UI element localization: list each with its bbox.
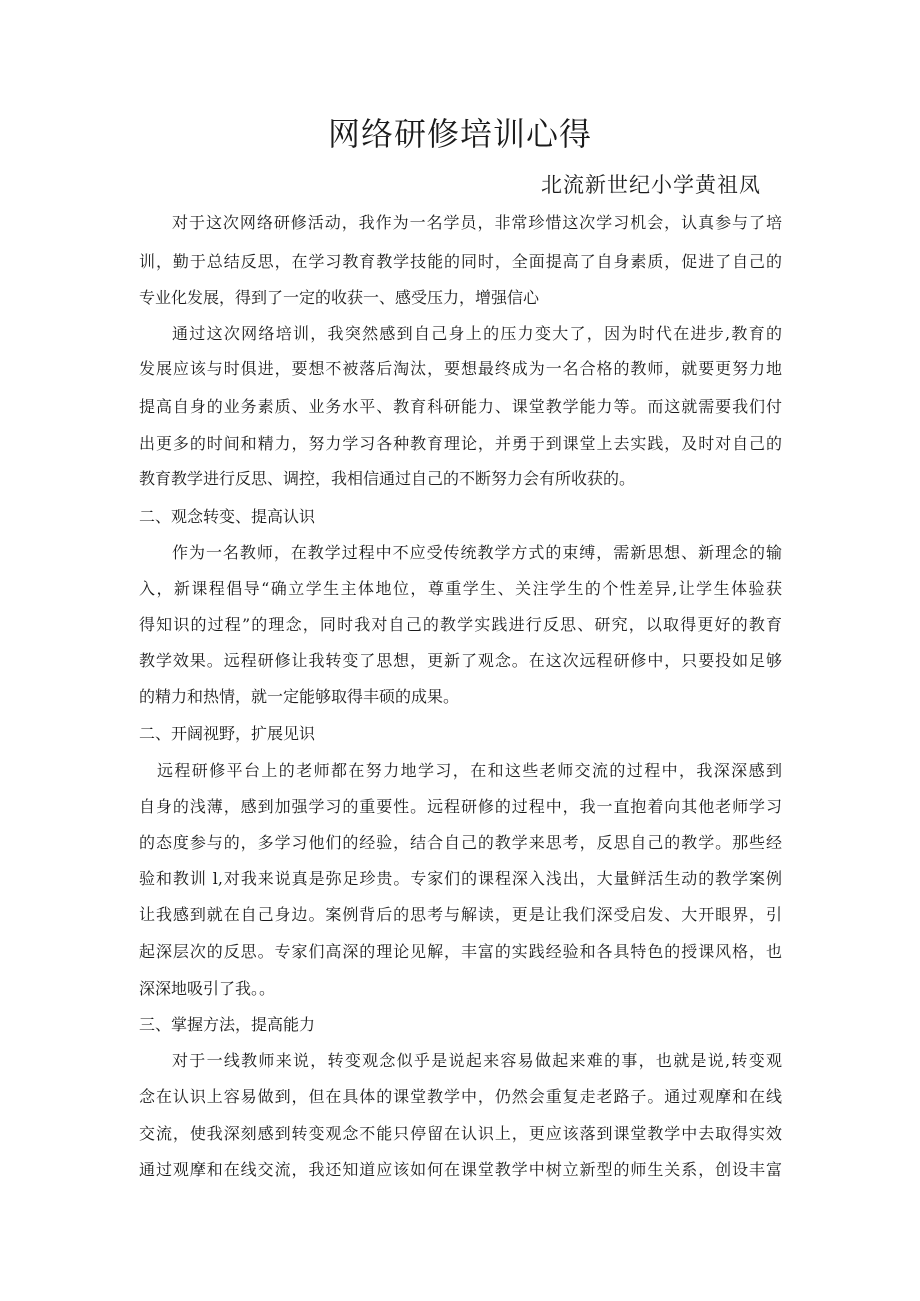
paragraph-line: 通过观摩和在线交流，我还知道应该如何在课堂教学中树立新型的师生关系，创设丰富 <box>139 1160 782 1179</box>
paragraph-line: 让我感到就在自己身边。案例背后的思考与解读，更是让我们深受启发、大开眼界，引 <box>139 905 782 924</box>
paragraph-line: 的精力和热情，就一定能够取得丰硕的成果。 <box>139 687 460 706</box>
paragraph-line: 对于一线教师来说，转变观念似乎是说起来容易做起来难的事，也就是说,转变观 <box>172 1051 782 1070</box>
paragraph-line: 作为一名教师，在教学过程中不应受传统教学方式的束缚，需新思想、新理念的输 <box>172 543 782 562</box>
paragraph-line: 交流，使我深刻感到转变观念不能只停留在认识上，更应该落到课堂教学中去取得实效 <box>139 1124 782 1143</box>
paragraph-line: 得知识的过程”的理念，同时我对自己的教学实践进行反思、研究，以取得更好的教育 <box>139 615 782 634</box>
author-line: 北流新世纪小学黄祖凤 <box>541 173 761 197</box>
paragraph-line: 对于这次网络研修活动，我作为一名学员，非常珍惜这次学习机会，认真参与了培 <box>172 213 782 232</box>
paragraph-line: 自身的浅薄，感到加强学习的重要性。远程研修的过程中，我一直抱着向其他老师学习 <box>139 797 782 816</box>
paragraph-line: 深深地吸引了我。。 <box>139 979 276 998</box>
paragraph-line: 入，新课程倡导“确立学生主体地位，尊重学生、关注学生的个性差异,让学生体验获 <box>139 579 782 598</box>
paragraph-line: 出更多的时间和精力，努力学习各种教育理论，并勇于到课堂上去实践，及时对自己的 <box>139 434 782 453</box>
paragraph-line: 训，勤于总结反思，在学习教育教学技能的同时，全面提高了自身素质，促进了自己的 <box>139 252 782 271</box>
section-heading: 二、观念转变、提高认识 <box>139 507 316 526</box>
paragraph-line: 通过这次网络培训，我突然感到自己身上的压力变大了，因为时代在进步,教育的 <box>172 324 782 343</box>
paragraph-line: 教学效果。远程研修让我转变了思想，更新了观念。在这次远程研修中，只要投如足够 <box>139 651 782 670</box>
section-heading: 二、开阔视野，扩展见识 <box>139 724 316 743</box>
document-title: 网络研修培训心得 <box>327 115 592 153</box>
paragraph-line: 验和教训 l,对我来说真是弥足珍贵。专家们的课程深入浅出，大量鲜活生动的教学案例 <box>139 869 782 888</box>
paragraph-line: 教育教学进行反思、调控，我相信通过自己的不断努力会有所收获的。 <box>139 469 636 488</box>
paragraph-line: 提高自身的业务素质、业务水平、教育科研能力、课堂教学能力等。而这就需要我们付 <box>139 397 782 416</box>
paragraph-line: 起深层次的反思。专家们高深的理论见解，丰富的实践经验和各具特色的授课风格，也 <box>139 942 782 961</box>
paragraph-line: 发展应该与时俱进，要想不被落后淘汰，要想最终成为一名合格的教师，就要更努力地 <box>139 359 782 378</box>
paragraph-line: 的态度参与的，多学习他们的经验，结合自己的教学来思考，反思自己的教学。那些经 <box>139 833 782 852</box>
section-heading: 三、掌握方法，提高能力 <box>139 1015 316 1034</box>
paragraph-line: 念在认识上容易做到，但在具体的课堂教学中，仍然会重复走老路子。通过观摩和在线 <box>139 1087 782 1106</box>
paragraph-line: 专业化发展，得到了一定的收获一、感受压力，增强信心 <box>139 288 540 307</box>
paragraph-line: 远程研修平台上的老师都在努力地学习，在和这些老师交流的过程中，我深深感到 <box>157 761 782 780</box>
